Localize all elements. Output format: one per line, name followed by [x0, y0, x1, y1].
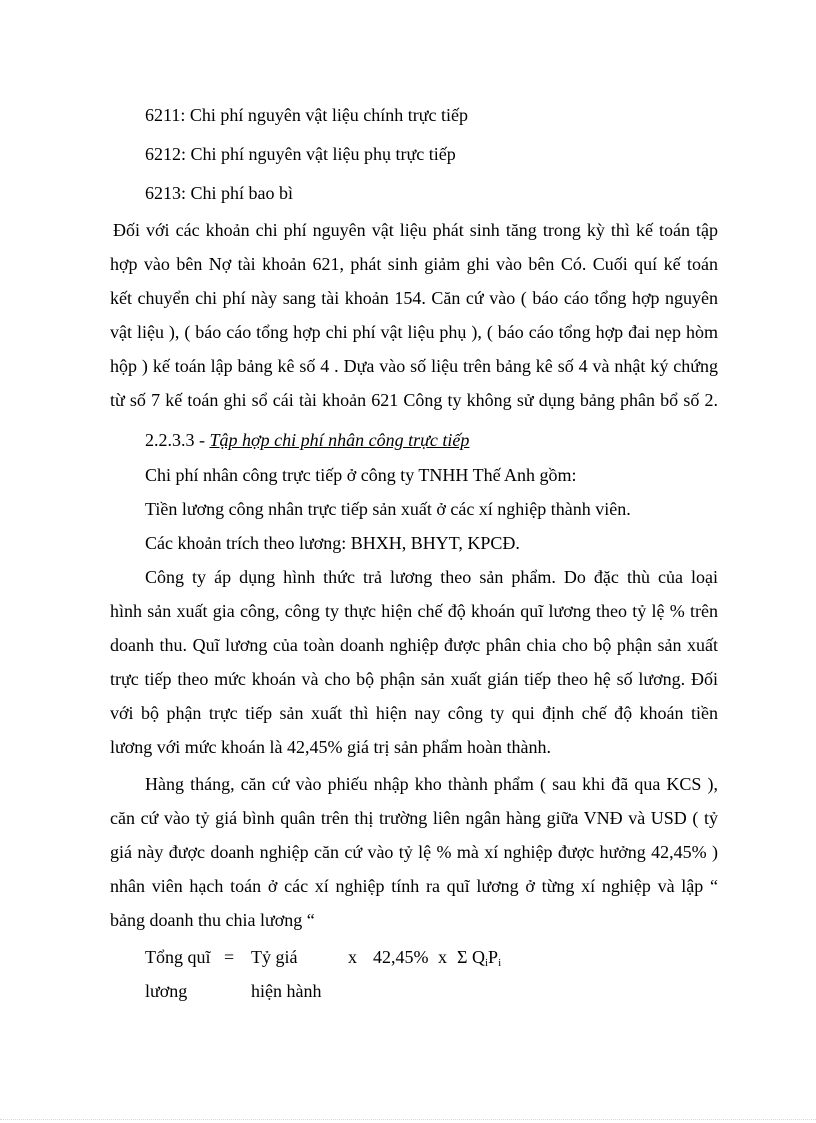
para2-line-1: Công ty áp dụng hình thức trả lương theo sản phẩm. Do đặc thù của loại: [145, 567, 718, 587]
account-6212: 6212: Chi phí nguyên vật liệu phụ trực tiếp: [145, 144, 456, 164]
para2-line-3: doanh thu. Quĩ lương của toàn doanh nghiệp được phân chia cho bộ phận sản xuất: [110, 635, 718, 655]
para2-line-5: với bộ phận trực tiếp sản xuất thì hiện nay công ty qui định chế độ khoán tiền: [110, 703, 718, 723]
para3-line-5: bảng doanh thu chia lương “: [110, 910, 315, 930]
para2-line-2: hình sản xuất gia công, công ty thực hiện chế độ khoán quĩ lương theo tỷ lệ % trên: [110, 601, 718, 621]
para1-line-1: Đối với các khoản chi phí nguyên vật liệu phát sinh tăng trong kỳ thì kế toán tập: [113, 220, 718, 240]
section-title: Tập hợp chi phí nhân công trực tiếp: [209, 430, 470, 450]
formula-rate-bottom: hiện hành: [251, 981, 322, 1001]
para1-line-4: vật liệu ), ( báo cáo tổng hợp chi phí vật liệu phụ ), ( báo cáo tổng hợp đai nẹp hòm: [110, 322, 718, 342]
para3-line-1: Hàng tháng, căn cứ vào phiếu nhập kho thành phẩm ( sau khi đã qua KCS ),: [145, 774, 718, 794]
page-bottom-divider: [0, 1119, 816, 1120]
formula-p-sub: i: [498, 957, 502, 969]
formula-lhs-top: Tổng quĩ: [145, 947, 211, 967]
para3-line-4: nhân viên hạch toán ở các xí nghiệp tính ra quĩ lương ở từng xí nghiệp và lập “: [110, 876, 718, 896]
formula-times-2: x: [438, 947, 447, 967]
para1-line-3: kết chuyển chi phí này sang tài khoản 154. Căn cứ vào ( báo cáo tổng hợp nguyên: [110, 288, 718, 308]
formula-sum: [457, 945, 501, 969]
formula-sigma: Σ: [457, 947, 468, 967]
formula-q-sub: i: [484, 957, 489, 969]
formula-percent: 42,45%: [373, 947, 429, 967]
section-heading: [145, 428, 469, 452]
para3-line-3: giá này được doanh nghiệp căn cứ vào tỷ lệ % mà xí nghiệp được hưởng 42,45% ): [110, 842, 718, 862]
formula-rate-top: Tỷ giá: [251, 947, 298, 967]
para2-line-6: lương với mức khoán là 42,45% giá trị sản phẩm hoàn thành.: [110, 737, 551, 757]
account-6211: 6211: Chi phí nguyên vật liệu chính trực tiếp: [145, 105, 469, 125]
formula-p: P: [488, 947, 499, 967]
account-6213: 6213: Chi phí bao bì: [145, 183, 293, 203]
section-number: 2.2.3.3 -: [145, 430, 210, 450]
formula-lhs-bottom: lương: [145, 981, 188, 1001]
para2-line-4: trực tiếp theo mức khoán và cho bộ phận sản xuất gián tiếp theo hệ số lương. Đối: [110, 669, 718, 689]
labor-cost-intro: Chi phí nhân công trực tiếp ở công ty TNHH Thế Anh gồm:: [145, 465, 577, 485]
para1-line-6: từ số 7 kế toán ghi sổ cái tài khoản 621 Công ty không sử dụng bảng phân bổ số 2.: [110, 390, 718, 410]
para1-line-2: hợp vào bên Nợ tài khoản 621, phát sinh giảm ghi vào bên Có. Cuối quí kế toán: [110, 254, 718, 274]
formula-times-1: x: [348, 947, 357, 967]
formula-q: Q: [471, 947, 485, 967]
para3-line-2: căn cứ vào tỷ giá bình quân trên thị trường liên ngân hàng giữa VNĐ và USD ( tỷ: [110, 808, 718, 828]
para1-line-5: hộp ) kế toán lập bảng kê số 4 . Dựa vào số liệu trên bảng kê số 4 và nhật ký chứng: [110, 356, 718, 376]
labor-cost-wages: Tiền lương công nhân trực tiếp sản xuất ở các xí nghiệp thành viên.: [145, 499, 631, 519]
labor-cost-deductions: Các khoản trích theo lương: BHXH, BHYT, KPCĐ.: [145, 533, 520, 553]
formula-equals: =: [224, 947, 235, 967]
